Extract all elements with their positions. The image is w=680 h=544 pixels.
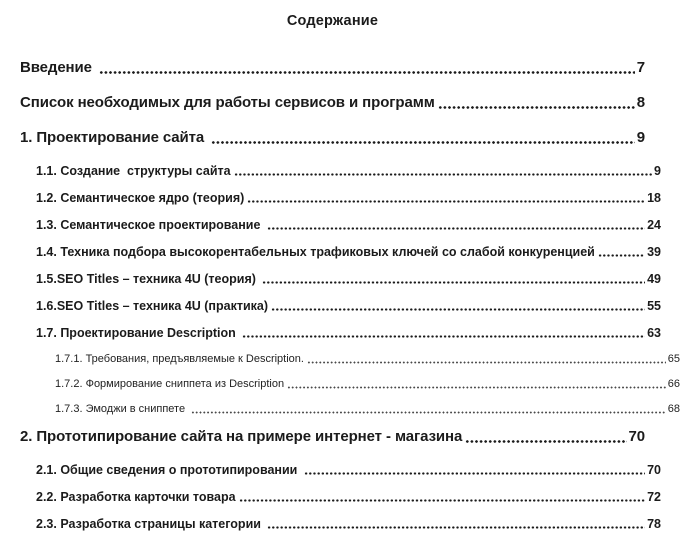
- dot-leader: [234, 172, 652, 177]
- toc-entry-label: Введение: [20, 59, 96, 76]
- dot-leader: [307, 360, 666, 365]
- dot-leader: [211, 140, 635, 145]
- toc-entry-page: 49: [647, 272, 661, 286]
- toc-entry-page: 9: [636, 129, 645, 146]
- toc-entry[interactable]: [20, 377, 680, 392]
- toc-entry-label: 1.6.SEO Titles – техника 4U (практика): [36, 299, 269, 313]
- toc-entry[interactable]: [20, 244, 661, 260]
- dot-leader: [438, 105, 635, 110]
- toc-entry-page: 72: [647, 490, 661, 504]
- toc-entry-label: 2. Прототипирование сайта на примере интернет - магазина: [20, 428, 463, 445]
- toc-entry[interactable]: [20, 516, 661, 532]
- toc-entry-label: 2.1. Общие сведения о прототипировании: [36, 463, 301, 477]
- dot-leader: [287, 385, 666, 390]
- toc-entry[interactable]: [20, 128, 645, 148]
- toc-entry-label: Список необходимых для работы сервисов и программ: [20, 94, 435, 111]
- toc-entry-page: 8: [636, 94, 645, 111]
- toc-entry-label: 1.7. Проектирование Description: [36, 326, 240, 340]
- toc-entry-label: 1.5.SEO Titles – техника 4U (теория): [36, 272, 260, 286]
- toc-entry-label: 1.1. Создание структуры сайта: [36, 164, 231, 178]
- toc-entry-page: 55: [647, 299, 661, 313]
- toc-entry-label: 1.7.2. Формирование сниппета из Description: [55, 378, 285, 390]
- toc-entry-label: 1.4. Техника подбора высокорентабельных трафиковых ключей со слабой конкуренцией: [36, 245, 595, 259]
- toc-entry[interactable]: [20, 462, 661, 478]
- toc-entry-page: 70: [628, 428, 645, 445]
- toc-entry[interactable]: [20, 402, 680, 417]
- dot-leader: [267, 525, 645, 530]
- toc-entry-label: 1.2. Семантическое ядро (теория): [36, 191, 245, 205]
- toc-entry[interactable]: [20, 190, 661, 206]
- toc-entry[interactable]: [20, 489, 661, 505]
- toc-entry-label: 1.3. Семантическое проектирование: [36, 218, 264, 232]
- dot-leader: [239, 498, 646, 503]
- dot-leader: [242, 334, 645, 339]
- toc-entry[interactable]: [20, 217, 661, 233]
- toc-entry-label: 1.7.3. Эмоджи в сниппете: [55, 403, 189, 415]
- page-title: Содержание: [286, 13, 379, 29]
- toc-entry-page: 78: [647, 517, 661, 531]
- toc-entry[interactable]: [20, 427, 645, 447]
- toc-entry-page: 63: [647, 326, 661, 340]
- toc-entry[interactable]: [20, 58, 645, 78]
- toc-entry-page: 70: [647, 463, 661, 477]
- toc-entry-page: 24: [647, 218, 661, 232]
- dot-leader: [99, 70, 635, 75]
- toc-entry-page: 7: [636, 59, 645, 76]
- toc-entry-label: 1.7.1. Требования, предъявляемые к Description.: [55, 353, 304, 365]
- toc-entry[interactable]: [20, 163, 661, 179]
- toc-entry[interactable]: [20, 93, 645, 113]
- toc-entry[interactable]: [20, 298, 661, 314]
- toc-entry-label: 1. Проектирование сайта: [20, 129, 209, 146]
- toc-entry-page: 39: [647, 245, 661, 259]
- toc-entry[interactable]: [20, 271, 661, 287]
- dot-leader: [598, 253, 645, 258]
- toc-entry-page: 9: [654, 164, 661, 178]
- toc: [20, 58, 680, 532]
- dot-leader: [191, 410, 666, 415]
- toc-entry[interactable]: [20, 325, 661, 341]
- dot-leader: [465, 439, 626, 444]
- toc-entry-page: 66: [667, 378, 680, 390]
- dot-leader: [267, 226, 645, 231]
- dot-leader: [271, 307, 645, 312]
- toc-entry-page: 18: [647, 191, 661, 205]
- dot-leader: [304, 471, 645, 476]
- toc-entry-label: 2.3. Разработка страницы категории: [36, 517, 265, 531]
- dot-leader: [247, 199, 645, 204]
- toc-entry-page: 65: [667, 353, 680, 365]
- dot-leader: [262, 280, 645, 285]
- toc-entry[interactable]: [20, 352, 680, 367]
- toc-entry-page: 68: [667, 403, 680, 415]
- toc-entry-label: 2.2. Разработка карточки товара: [36, 490, 236, 504]
